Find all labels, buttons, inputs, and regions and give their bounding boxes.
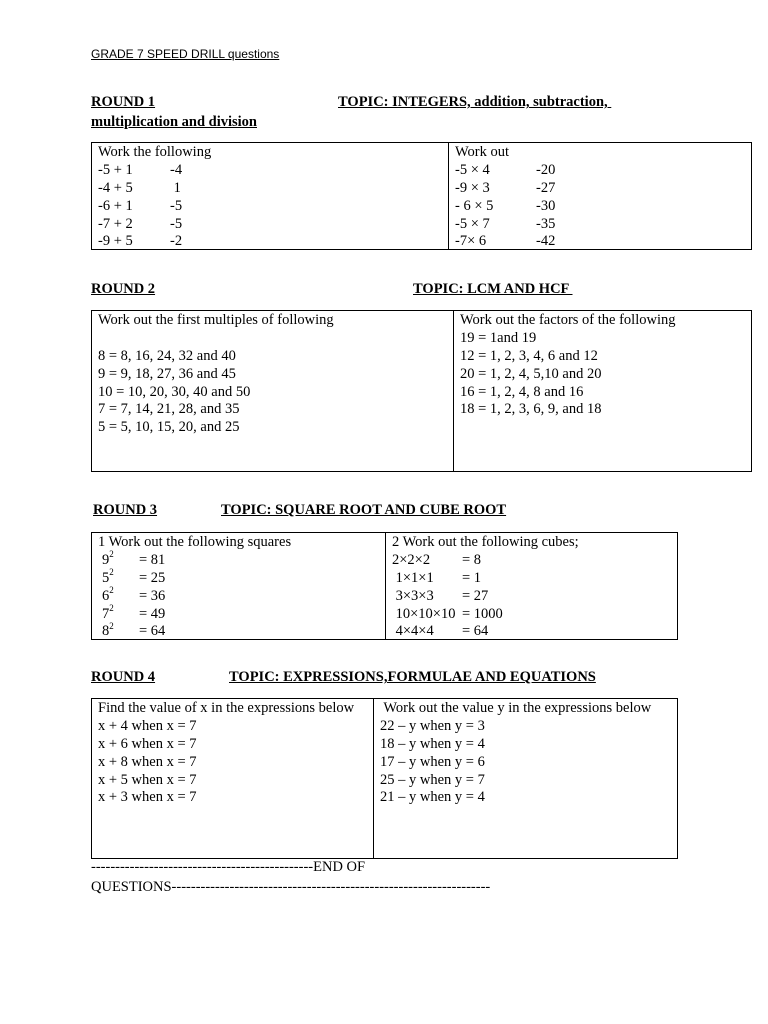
- round4-right-heading: Work out the value y in the expressions below: [380, 700, 652, 716]
- answer: -5: [170, 197, 183, 214]
- question: - 6 × 5: [455, 197, 494, 214]
- answer: -2: [170, 233, 183, 250]
- table-row: [392, 606, 677, 624]
- round2-topic: TOPIC: LCM AND HCF: [413, 281, 573, 297]
- table-row: [98, 549, 385, 570]
- round4-label: ROUND 4: [91, 669, 156, 685]
- answer: -20: [536, 161, 556, 178]
- list-item: x + 3 when x = 7: [98, 789, 197, 806]
- end-of-questions-line1: ----------------------------------------------END OF: [91, 859, 366, 875]
- list-item: x + 8 when x = 7: [98, 753, 197, 770]
- question: -7× 6: [455, 233, 487, 250]
- list-item: 12 = 1, 2, 3, 4, 6 and 12: [460, 347, 598, 364]
- answer: -4: [170, 161, 183, 178]
- answer: = 49: [139, 605, 166, 622]
- round4-right-cell: [373, 699, 677, 858]
- round2-label: ROUND 2: [91, 281, 156, 297]
- answer: -35: [536, 215, 556, 232]
- document-title: GRADE 7 SPEED DRILL questions: [91, 47, 280, 61]
- answer: -27: [536, 179, 556, 196]
- answer: 1: [170, 179, 181, 196]
- table-row: [455, 180, 751, 198]
- list-item: 20 = 1, 2, 4, 5,10 and 20: [460, 365, 602, 382]
- list-item: 16 = 1, 2, 4, 8 and 16: [460, 383, 584, 400]
- round3-topic: TOPIC: SQUARE ROOT AND CUBE ROOT: [221, 502, 507, 518]
- square-expression: [98, 549, 139, 570]
- table-row: [392, 570, 677, 588]
- base: 7: [102, 605, 110, 622]
- answer: = 36: [139, 587, 166, 604]
- answer: = 64: [462, 623, 489, 640]
- question: -9 × 3: [455, 179, 490, 196]
- cube-expression: 3×3×3: [392, 587, 434, 604]
- round4-left-heading: Find the value of x in the expressions below: [98, 700, 355, 716]
- cube-expression: 4×4×4: [392, 623, 434, 640]
- round1-topic: TOPIC: INTEGERS, addition, subtraction,: [338, 94, 612, 110]
- table-row: [455, 233, 751, 251]
- round3-left-heading: 1 Work out the following squares: [98, 534, 292, 550]
- round2-table: [91, 310, 752, 472]
- question: -5 × 7: [455, 215, 490, 232]
- round4-left-cell: [92, 699, 373, 858]
- round1-right-cell: [448, 143, 751, 249]
- table-row: [98, 198, 448, 216]
- exponent: 2: [109, 549, 114, 560]
- round2-right-cell: [453, 311, 751, 471]
- answer: = 81: [139, 551, 166, 568]
- base: 8: [102, 623, 110, 640]
- answer: -5: [170, 215, 183, 232]
- question: -5 × 4: [455, 161, 490, 178]
- question: -5 + 1: [98, 161, 133, 178]
- round3-label: ROUND 3: [93, 502, 158, 518]
- round3-left-cell: [92, 533, 385, 639]
- base: 9: [102, 551, 110, 568]
- square-expression: [98, 584, 139, 606]
- exponent: 2: [109, 602, 114, 613]
- blank-line: [98, 330, 453, 348]
- round3-right-cell: [385, 533, 677, 639]
- exponent: 2: [109, 584, 114, 595]
- table-row: [98, 162, 448, 180]
- table-row: [98, 602, 385, 624]
- table-row: [98, 620, 385, 641]
- list-item: 25 – y when y = 7: [380, 771, 485, 788]
- list-item: 5 = 5, 10, 15, 20, and 25: [98, 419, 240, 436]
- end-of-questions-line2: QUESTIONS------------------------------------------------------------------: [91, 879, 491, 895]
- answer: = 8: [462, 551, 482, 568]
- round2-left-heading: Work out the first multiples of following: [98, 312, 334, 328]
- question: -4 + 5: [98, 179, 133, 196]
- square-expression: [98, 566, 139, 588]
- round1-label: ROUND 1: [91, 94, 156, 110]
- round1-left-cell: [92, 143, 448, 249]
- round2-left-cell: [92, 311, 453, 471]
- list-item: 18 – y when y = 4: [380, 735, 485, 752]
- round1-right-heading: Work out: [455, 144, 510, 160]
- cube-expression: 10×10×10: [392, 605, 456, 622]
- cube-expression: 1×1×1: [392, 569, 434, 586]
- table-row: [98, 233, 448, 251]
- table-row: [392, 623, 677, 641]
- table-row: [455, 216, 751, 234]
- list-item: 17 – y when y = 6: [380, 753, 485, 770]
- round3-table: [91, 532, 678, 640]
- question: -9 + 5: [98, 233, 133, 250]
- table-row: [392, 552, 677, 570]
- list-item: 21 – y when y = 4: [380, 789, 485, 806]
- table-row: [98, 584, 385, 606]
- base: 6: [102, 587, 110, 604]
- square-expression: [98, 620, 139, 641]
- table-row: [455, 162, 751, 180]
- round4-table: [91, 698, 678, 859]
- table-row: [98, 216, 448, 234]
- list-item: 19 = 1and 19: [460, 329, 537, 346]
- question: -6 + 1: [98, 197, 133, 214]
- question: -7 + 2: [98, 215, 133, 232]
- answer: = 64: [139, 623, 166, 640]
- list-item: 10 = 10, 20, 30, 40 and 50: [98, 383, 251, 400]
- list-item: 22 – y when y = 3: [380, 717, 485, 734]
- answer: = 1000: [462, 605, 503, 622]
- list-item: x + 4 when x = 7: [98, 717, 197, 734]
- square-expression: [98, 602, 139, 624]
- list-item: 8 = 8, 16, 24, 32 and 40: [98, 347, 236, 364]
- list-item: 18 = 1, 2, 3, 6, 9, and 18: [460, 401, 602, 418]
- table-row: [392, 588, 677, 606]
- answer: -30: [536, 197, 556, 214]
- table-row: [455, 198, 751, 216]
- exponent: 2: [109, 620, 114, 631]
- round4-topic: TOPIC: EXPRESSIONS,FORMULAE AND EQUATIONS: [229, 669, 596, 685]
- answer: = 1: [462, 569, 482, 586]
- answer: = 27: [462, 587, 489, 604]
- list-item: 7 = 7, 14, 21, 28, and 35: [98, 401, 240, 418]
- exponent: 2: [109, 566, 114, 577]
- cube-expression: 2×2×2: [392, 551, 431, 568]
- round2-right-heading: Work out the factors of the following: [460, 312, 676, 328]
- list-item: 9 = 9, 18, 27, 36 and 45: [98, 365, 236, 382]
- base: 5: [102, 569, 110, 586]
- round3-right-heading: 2 Work out the following cubes;: [392, 534, 579, 550]
- answer: = 25: [139, 569, 166, 586]
- round1-table: [91, 142, 752, 250]
- round1-left-heading: Work the following: [98, 144, 212, 160]
- list-item: x + 6 when x = 7: [98, 735, 197, 752]
- round1-topic-continued: multiplication and division: [91, 114, 257, 130]
- table-row: [98, 180, 448, 198]
- answer: -42: [536, 233, 556, 250]
- table-row: [98, 566, 385, 588]
- list-item: x + 5 when x = 7: [98, 771, 197, 788]
